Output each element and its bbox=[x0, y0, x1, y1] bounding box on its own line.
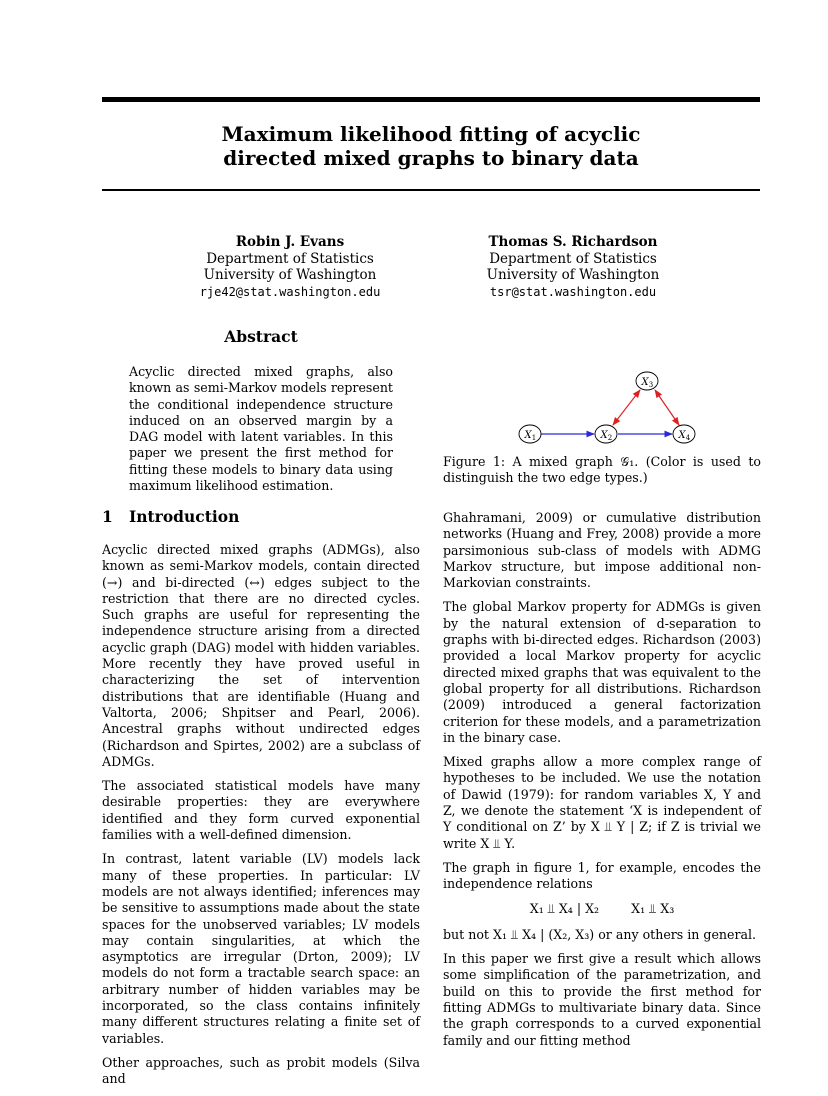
svg-text:X: X bbox=[641, 377, 649, 388]
author-university: University of Washington bbox=[203, 267, 377, 283]
display-equation bbox=[443, 901, 761, 917]
right-column bbox=[443, 510, 761, 1057]
mixed-graph-diagram bbox=[443, 362, 761, 452]
author-name: Thomas S. Richardson bbox=[488, 234, 658, 250]
author-university: University of Washington bbox=[486, 267, 660, 283]
node-x2 bbox=[595, 425, 617, 443]
paragraph: The associated statistical models have many desirable properties: they are everywhere identified and they form curved exponential families with a well-defined dimension. bbox=[102, 778, 420, 843]
author-block-1 bbox=[140, 234, 440, 300]
svg-text:X: X bbox=[678, 430, 686, 441]
abstract-text: Acyclic directed mixed graphs, also known as semi-Markov models represent the conditional independence structure induced on an observed margin by a DAG model with latent variables. In this paper we present the first method for fitting these models to binary data using maximum likelihood estimation. bbox=[129, 364, 393, 494]
figure-caption: Figure 1: A mixed graph 𝒢₁. (Color is used to distinguish the two edge types.) bbox=[443, 454, 761, 486]
figure-1 bbox=[443, 362, 761, 487]
node-x1 bbox=[519, 425, 541, 443]
paragraph: Other approaches, such as probit models (Silva and bbox=[102, 1054, 420, 1087]
paragraph: Acyclic directed mixed graphs (ADMGs), also known as semi-Markov models, contain directed (→) and bi-directed (↔) edges subject to the restriction that there are no directed cycles. Such graphs are useful for representing the independence structure arising from a directed acyclic graph (DAG) model with hidden variables. More recently they have proved useful in characterizing the set of intervention distributions that are identifiable (Huang and Valtorta, 2006; Shpitser and Pearl, 2006). Ancestral graphs without undirected edges (Richardson and Spirtes, 2002) are a subclass of ADMGs. bbox=[102, 542, 420, 769]
left-column bbox=[102, 542, 420, 1096]
author-department: Department of Statistics bbox=[489, 250, 657, 267]
svg-text:2: 2 bbox=[607, 434, 613, 442]
svg-text:X: X bbox=[524, 430, 532, 441]
title-line-1: Maximum likelihood fitting of acyclic bbox=[221, 122, 641, 146]
author-block-2 bbox=[423, 234, 723, 300]
author-name: Robin J. Evans bbox=[235, 234, 345, 250]
equation-2: X₁ ⫫ X₃ bbox=[631, 900, 675, 916]
paragraph: Mixed graphs allow a more complex range of hypotheses to be included. We use the notation of Dawid (1979): for random variables X, Y and Z, we denote the statement ‘X is independent of Y conditional on Z’ by X ⫫ Y | Z; if Z is trivial we write X ⫫ Y. bbox=[443, 754, 761, 851]
paper-title bbox=[102, 122, 760, 170]
title-rule bbox=[102, 189, 760, 191]
edge-x3-x4 bbox=[655, 390, 679, 425]
svg-text:3: 3 bbox=[648, 381, 654, 389]
section-title: Introduction bbox=[129, 507, 240, 526]
section-heading bbox=[102, 507, 420, 526]
svg-text:4: 4 bbox=[685, 434, 691, 442]
paragraph: The global Markov property for ADMGs is given by the natural extension of d-separation to graphs with bi-directed edges. Richardson (2003) provided a local Markov property for acyclic directed mixed graphs that was equivalent to the global property for all distributions. Richardson (2009) introduced a general factorization criterion for these models, and a parametrization in the binary case. bbox=[443, 599, 761, 745]
svg-text:X: X bbox=[600, 430, 608, 441]
node-x3 bbox=[636, 372, 658, 390]
paragraph: The graph in figure 1, for example, encodes the independence relations bbox=[443, 859, 761, 892]
paragraph: In contrast, latent variable (LV) models lack many of these properties. In particular: LV models are not always identified; inferences may be sensitive to assumptions made about the state spaces for the unobserved variables; LV models may contain singularities, at which the asymptotics are irregular (Drton, 2009); LV models do not form a tractable search space: an arbitrary number of hidden variables may be incorporated, so the class contains infinitely many different structures relating a finite set of variables. bbox=[102, 851, 420, 1046]
paragraph: Ghahramani, 2009) or cumulative distribution networks (Huang and Frey, 2008) provide a more parsimonious sub-class of models with ADMG Markov structure, but impose additional non-Markovian constraints. bbox=[443, 510, 761, 591]
author-email: tsr@stat.washington.edu bbox=[489, 284, 657, 299]
paragraph: In this paper we first give a result which allows some simplification of the parametrization, and build on this to provide the first method for fitting ADMGs to multivariate binary data. Since the graph corresponds to a curved exponential family and our fitting method bbox=[443, 951, 761, 1048]
author-department: Department of Statistics bbox=[206, 250, 374, 267]
edge-x2-x3 bbox=[613, 390, 640, 425]
paragraph: but not X₁ ⫫ X₄ | (X₂, X₃) or any others in general. bbox=[443, 926, 757, 942]
author-email: rje42@stat.washington.edu bbox=[199, 284, 381, 299]
top-rule bbox=[102, 97, 760, 102]
node-x4 bbox=[673, 425, 695, 443]
title-line-2: directed mixed graphs to binary data bbox=[223, 146, 639, 170]
equation-1: X₁ ⫫ X₄ | X₂ bbox=[529, 900, 600, 916]
svg-text:1: 1 bbox=[531, 434, 537, 442]
abstract-heading: Abstract bbox=[224, 327, 298, 346]
section-number: 1 bbox=[102, 507, 113, 526]
